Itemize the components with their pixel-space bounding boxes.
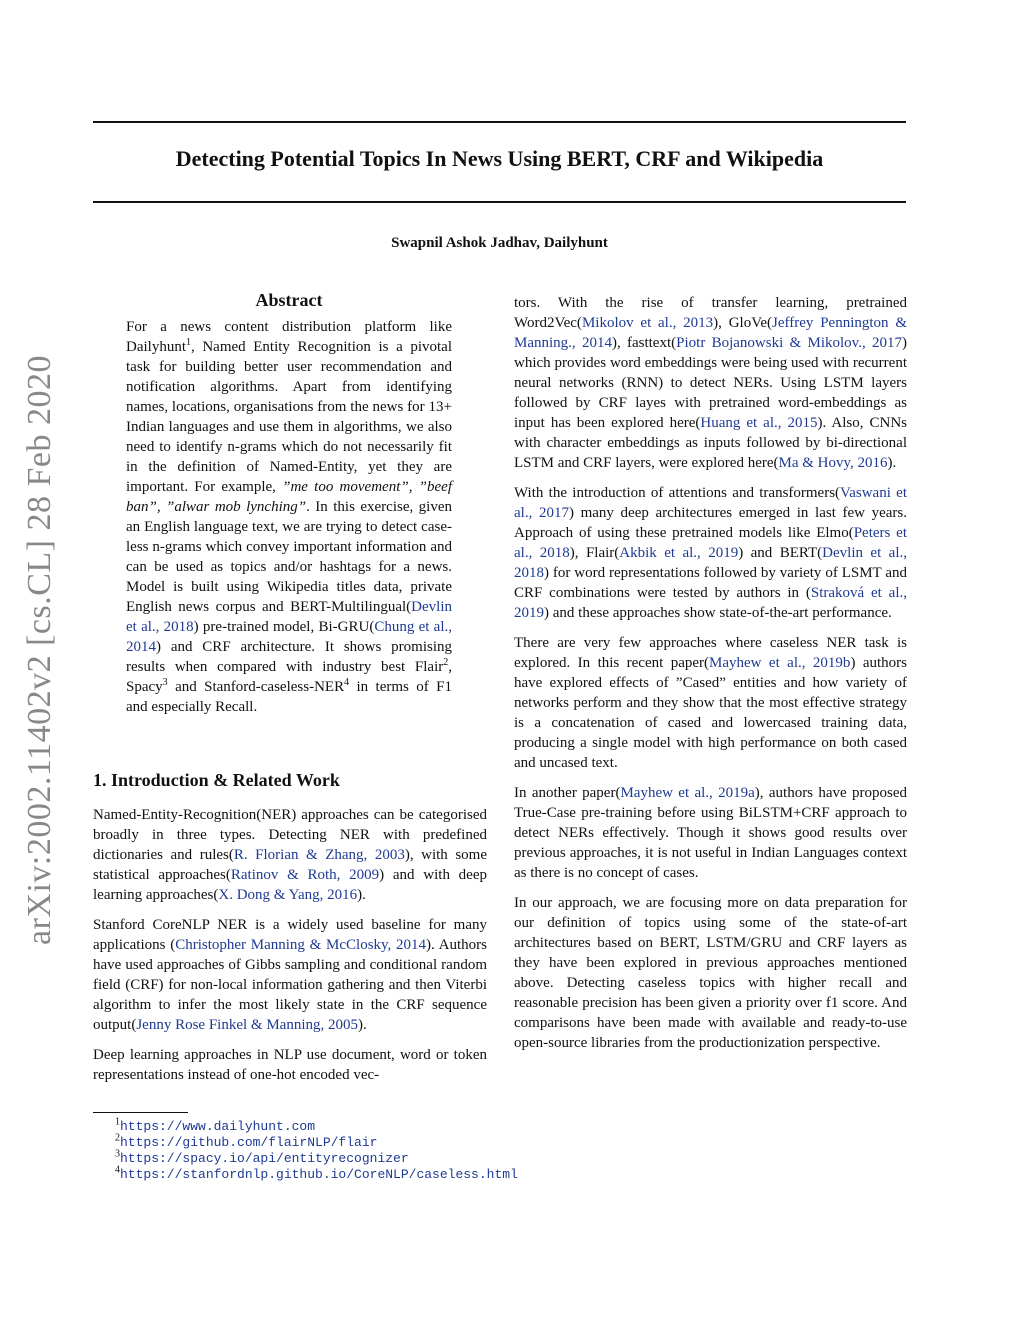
footnote-marker: 1 bbox=[186, 337, 191, 348]
title-bottom-rule bbox=[93, 201, 906, 203]
citation-link[interactable]: Devlin et al., 2018 bbox=[514, 545, 907, 581]
citation-link[interactable]: Ratinov & Roth, 2009 bbox=[230, 867, 380, 883]
footnote-marker: 4 bbox=[344, 677, 350, 688]
footnote-link[interactable]: https://www.dailyhunt.com bbox=[120, 1119, 316, 1134]
footnote: $^2$https://github.com/flairNLP/flair bbox=[115, 1132, 378, 1150]
citation-link[interactable]: Jenny Rose Finkel & Manning, 2005 bbox=[136, 1017, 359, 1033]
paragraph: There are very few approaches where caseless NER task is explored. In this recent paper(Mayhew et al., 2019b) authors have explored effects of ”Cased” entities and how variety of networks perform and they show that the most effective strategy is a concatenation of cased and lowercased training data, producing a single model with high performance on both cased and uncased text. bbox=[514, 635, 908, 771]
citation-link[interactable]: Piotr Bojanowski & Mikolov., 2017 bbox=[676, 335, 902, 351]
citation-link[interactable]: Akbik et al., 2019 bbox=[619, 545, 739, 561]
citation-link[interactable]: Chung et al., 2014 bbox=[126, 619, 452, 655]
abstract-body: For a news content distribution platform like Dailyhunt$^1$, Named Entity Recognition is a pivotal task for building better user recommendation and notification algorithms. Apart from identifying names, locations, organisations from the news for 13+ Indian languages and use them in algorithms, we also need to identify n-grams which do not necessarily fit in the definition of Named-Entity, yet they are important. For example, ”me too movement”, ”beef ban”, ”alwar mob lynching”. In this exercise, given an English language text, we are trying to detect case-less n-grams which convey important information and can be used as topics and/or hashtags for a news. Model is built using Wikipedia titles data, private English news corpus and BERT-Multilingual(Devlin et al., 2018) pre-trained model, Bi-GRU(Chung et al., 2014) and CRF architecture. It shows promising results when compared with industry best Flair$^2$, Spacy$^3$ and Stanford-caseless-NER$^4$ in terms of F1 and especially Recall. bbox=[126, 319, 453, 715]
footnote-marker: 3 bbox=[162, 677, 168, 688]
arxiv-stamp bbox=[10, 354, 70, 946]
footnote-marker: 2 bbox=[443, 657, 449, 668]
footnote-divider bbox=[93, 1112, 188, 1113]
citation-link[interactable]: Huang et al., 2015 bbox=[700, 415, 818, 431]
paragraph: In our approach, we are focusing more on data preparation for our definition of topics using some of the state-of-art architectures based on BERT, LSTM/GRU and CRF layers as they have been explored in previous approaches mentioned above. Detecting caseless topics with higher recall and reasonable precision has been given a priority over f1 score. And comparisons have been made with available and ready-to-use open-source libraries from the productionization perspective. bbox=[514, 895, 907, 1051]
citation-link[interactable]: R. Florian & Zhang, 2003 bbox=[233, 847, 405, 863]
citation-link[interactable]: Mayhew et al., 2019b bbox=[709, 655, 851, 671]
footnote-link[interactable]: https://stanfordnlp.github.io/CoreNLP/caseless.html bbox=[120, 1167, 518, 1182]
left-column bbox=[93, 805, 487, 1095]
citation-link[interactable]: Mikolov et al., 2013 bbox=[581, 315, 714, 331]
citation-link[interactable]: Vaswani et al., 2017 bbox=[514, 485, 907, 521]
footnote-link[interactable]: https://spacy.io/api/entityrecognizer bbox=[120, 1151, 409, 1166]
footnote: $^1$https://www.dailyhunt.com bbox=[115, 1116, 316, 1134]
example-topics: ”me too movement”, ”beef ban”, ”alwar mob lynching” bbox=[126, 479, 452, 515]
footnote: $^3$https://spacy.io/api/entityrecognizer bbox=[115, 1148, 409, 1166]
footnotes bbox=[93, 1116, 518, 1183]
citation-link[interactable]: Christopher Manning & McClosky, 2014 bbox=[175, 937, 427, 953]
citation-link[interactable]: Ma & Hovy, 2016 bbox=[778, 455, 888, 471]
paper-title: Detecting Potential Topics In News Using BERT, CRF and Wikipedia bbox=[175, 146, 824, 171]
citation-link[interactable]: Jeffrey Pennington & Manning., 2014 bbox=[514, 315, 907, 351]
citation-link[interactable]: Peters et al., 2018 bbox=[514, 525, 908, 561]
citation-link[interactable]: Straková et al., 2019 bbox=[514, 585, 907, 621]
right-column bbox=[514, 293, 907, 1063]
footnote-link[interactable]: https://github.com/flairNLP/flair bbox=[120, 1135, 378, 1150]
citation-link[interactable]: X. Dong & Yang, 2016 bbox=[218, 887, 358, 903]
section-heading: 1. Introduction & Related Work bbox=[93, 770, 340, 790]
citation-link[interactable]: Mayhew et al., 2019a bbox=[620, 785, 755, 801]
footnote: $^4$https://stanfordnlp.github.io/CoreNLP/caseless.html bbox=[115, 1164, 518, 1182]
citation-link[interactable]: Devlin et al., 2018 bbox=[126, 599, 452, 635]
paragraph: With the introduction of attentions and transformers(Vaswani et al., 2017) many deep architectures emerged in last few years. Approach of using these pretrained models like Elmo(Peters et al., 2018), Flair(Akbik et al., 2019) and BERT(Devlin et al., 2018) for word representations followed by variety of LSMT and CRF combinations were tested by authors in (Straková et al., 2019) and these approaches show state-of-the-art performance. bbox=[514, 485, 908, 621]
abstract-heading: Abstract bbox=[255, 290, 323, 310]
paragraph: tors. With the rise of transfer learning, pretrained Word2Vec(Mikolov et al., 2013), GloVe(Jeffrey Pennington & Manning., 2014), fasttext(Piotr Bojanowski & Mikolov., 2017) which provides word embeddings were being used with recurrent neural networks (RNN) to detect NERs. Using LSTM layers followed by CRF layes with pretrained word-embeddings as input has been explored here(Huang et al., 2015). Also, CNNs with character embeddings as inputs followed by bi-directional LSTM and CRF layers, were explored here(Ma & Hovy, 2016). bbox=[514, 295, 907, 471]
paragraph: Deep learning approaches in NLP use document, word or token representations instead of one-hot encoded vec- bbox=[93, 1047, 487, 1083]
paper-authors: Swapnil Ashok Jadhav, Dailyhunt bbox=[391, 235, 608, 251]
arxiv-id: arXiv:2002.11402v2 [cs.CL] 28 Feb 2020 bbox=[21, 354, 58, 946]
paragraph: In another paper(Mayhew et al., 2019a), authors have proposed True-Case pre-training before using BiLSTM+CRF approach to detect NERs effectively. Though it shows good results over previous approaches, it is not useful in Indian Languages context as there is no concept of cases. bbox=[514, 785, 908, 881]
top-rule bbox=[93, 121, 906, 123]
paragraph: Named-Entity-Recognition(NER) approaches can be categorised broadly in three types. Detecting NER with predefined dictionaries and rules(R. Florian & Zhang, 2003), with some statistical approaches(Ratinov & Roth, 2009) and with deep learning approaches(X. Dong & Yang, 2016). bbox=[93, 807, 488, 903]
paragraph: Stanford CoreNLP NER is a widely used baseline for many applications (Christopher Manning & McClosky, 2014). Authors have used approaches of Gibbs sampling and conditional random field (CRF) for non-local information gathering and then Viterbi algorithm to infer the most likely state in the CRF sequence output(Jenny Rose Finkel & Manning, 2005). bbox=[93, 917, 488, 1033]
